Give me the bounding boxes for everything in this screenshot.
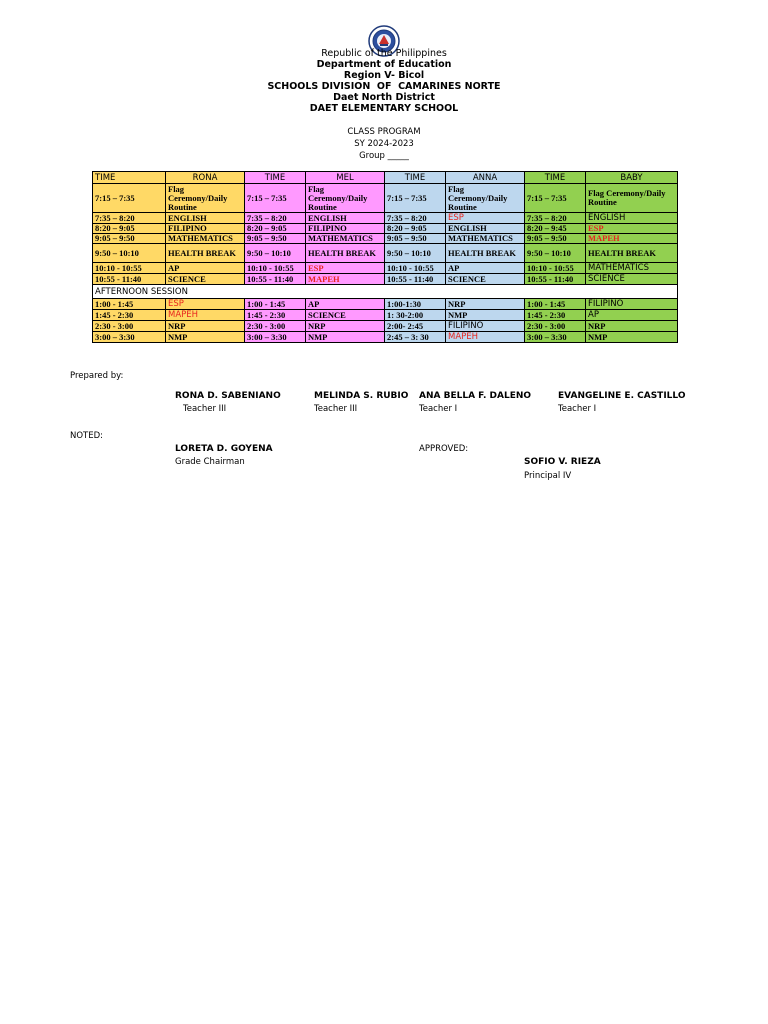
time-cell: 1:45 - 2:30 [525, 310, 586, 321]
table-row [93, 263, 678, 274]
subject-cell: Flag Ceremony/Daily Routine [306, 184, 385, 213]
time-cell: 9:50 – 10:10 [93, 244, 166, 263]
time-cell: 7:35 – 8:20 [385, 213, 446, 224]
subject-cell: NRP [586, 321, 678, 332]
class-schedule-table [92, 171, 678, 343]
time-cell: 7:15 – 7:35 [525, 184, 586, 213]
time-cell: 7:15 – 7:35 [385, 184, 446, 213]
header-anna: ANNA [446, 172, 525, 184]
teacher-name: MELINDA S. RUBIO [314, 391, 409, 401]
subject-cell: HEALTH BREAK [446, 244, 525, 263]
time-cell: 3:00 – 3:30 [525, 332, 586, 343]
school-year: SY 2024-2023 [354, 139, 414, 149]
approved-name: SOFIO V. RIEZA [524, 457, 601, 467]
table-row [93, 321, 678, 332]
time-cell: 1:00-1:30 [385, 299, 446, 310]
subject-cell: MATHEMATICS [306, 234, 385, 244]
time-cell: 3:00 – 3:30 [93, 332, 166, 343]
time-cell: 8:20 – 9:05 [385, 224, 446, 234]
subject-cell: AP [306, 299, 385, 310]
subject-cell: NMP [446, 310, 525, 321]
time-cell: 1: 30-2:00 [385, 310, 446, 321]
subject-cell: AP [446, 263, 525, 274]
table-row [93, 274, 678, 285]
subject-cell: MATHEMATICS [586, 263, 678, 274]
subject-cell: ENGLISH [586, 213, 678, 224]
subject-cell: NRP [166, 321, 245, 332]
teacher-title: Teacher I [558, 404, 597, 414]
subject-cell: NRP [306, 321, 385, 332]
table-row [93, 213, 678, 224]
time-cell: 10:10 - 10:55 [93, 263, 166, 274]
subject-cell: Flag Ceremony/Daily Routine [446, 184, 525, 213]
time-cell: 7:15 – 7:35 [245, 184, 306, 213]
subject-cell: ENGLISH [446, 224, 525, 234]
time-cell: 2:30 - 3:00 [245, 321, 306, 332]
approved-title: Principal IV [524, 471, 572, 481]
table-row [93, 310, 678, 321]
time-cell: 9:05 – 9:50 [93, 234, 166, 244]
time-cell: 10:55 - 11:40 [385, 274, 446, 285]
subject-cell: HEALTH BREAK [166, 244, 245, 263]
subject-cell: FILIPINO [586, 299, 678, 310]
school-name: DAET ELEMENTARY SCHOOL [309, 103, 459, 114]
subject-cell: FILIPINO [166, 224, 245, 234]
prepared-by-label: Prepared by: [70, 371, 124, 381]
time-cell: 1:45 - 2:30 [93, 310, 166, 321]
group-field: Group _____ [359, 151, 409, 161]
subject-cell: Flag Ceremony/Daily Routine [586, 184, 678, 213]
subject-cell: Flag Ceremony/Daily Routine [166, 184, 245, 213]
division-text: SCHOOLS DIVISION OF CAMARINES NORTE [267, 81, 501, 92]
time-cell: 7:35 – 8:20 [245, 213, 306, 224]
header-time: TIME [385, 172, 446, 184]
afternoon-session-row [93, 285, 678, 299]
time-cell: 1:00 - 1:45 [245, 299, 306, 310]
subject-cell: ESP [586, 224, 678, 234]
noted-name: LORETA D. GOYENA [175, 444, 273, 454]
district-text: Daet North District [333, 92, 435, 103]
time-cell: 10:10 - 10:55 [385, 263, 446, 274]
subject-cell: MAPEH [166, 310, 245, 321]
table-row [93, 224, 678, 234]
time-cell: 2:00- 2:45 [385, 321, 446, 332]
time-cell: 2:30 - 3:00 [93, 321, 166, 332]
subject-cell: ESP [446, 213, 525, 224]
table-header-row [93, 172, 678, 184]
subject-cell: NMP [166, 332, 245, 343]
time-cell: 2:30 - 3:00 [525, 321, 586, 332]
subject-cell: FILIPINO [446, 321, 525, 332]
table-row [93, 332, 678, 343]
table-row [93, 244, 678, 263]
time-cell: 9:05 – 9:50 [385, 234, 446, 244]
time-cell: 10:55 - 11:40 [525, 274, 586, 285]
subject-cell: ESP [166, 299, 245, 310]
noted-title: Grade Chairman [175, 457, 245, 467]
time-cell: 9:50 – 10:10 [525, 244, 586, 263]
teacher-name: EVANGELINE E. CASTILLO [558, 391, 686, 401]
subject-cell: SCIENCE [306, 310, 385, 321]
time-cell: 2:45 – 3: 30 [385, 332, 446, 343]
approved-label: APPROVED: [419, 444, 469, 454]
time-cell: 10:10 - 10:55 [525, 263, 586, 274]
time-cell: 1:00 - 1:45 [525, 299, 586, 310]
subject-cell: MAPEH [446, 332, 525, 343]
teacher-title: Teacher III [314, 404, 358, 414]
time-cell: 1:45 - 2:30 [245, 310, 306, 321]
teacher-name: RONA D. SABENIANO [175, 391, 281, 401]
subject-cell: ENGLISH [166, 213, 245, 224]
header-time: TIME [93, 172, 166, 184]
time-cell: 9:50 – 10:10 [385, 244, 446, 263]
subject-cell: MATHEMATICS [166, 234, 245, 244]
region-text: Region V- Bicol [343, 70, 425, 81]
time-cell: 10:55 - 11:40 [245, 274, 306, 285]
department-text: Department of Education [316, 59, 452, 70]
table-row [93, 299, 678, 310]
header-rona: RONA [166, 172, 245, 184]
subject-cell: MAPEH [586, 234, 678, 244]
time-cell: 10:55 - 11:40 [93, 274, 166, 285]
subject-cell: SCIENCE [446, 274, 525, 285]
time-cell: 1:00 - 1:45 [93, 299, 166, 310]
subject-cell: ENGLISH [306, 213, 385, 224]
noted-label: NOTED: [70, 431, 104, 441]
time-cell: 7:35 – 8:20 [93, 213, 166, 224]
subject-cell: HEALTH BREAK [586, 244, 678, 263]
time-cell: 7:35 – 8:20 [525, 213, 586, 224]
table-row [93, 234, 678, 244]
time-cell: 9:05 – 9:50 [245, 234, 306, 244]
subject-cell: ESP [306, 263, 385, 274]
time-cell: 8:20 – 9:05 [245, 224, 306, 234]
subject-cell: MAPEH [306, 274, 385, 285]
subject-cell: NMP [306, 332, 385, 343]
teacher-title: Teacher I [419, 404, 458, 414]
afternoon-session-label: AFTERNOON SESSION [93, 285, 678, 299]
teacher-title: Teacher III [183, 404, 227, 414]
subject-cell: HEALTH BREAK [306, 244, 385, 263]
time-cell: 7:15 – 7:35 [93, 184, 166, 213]
header-baby: BABY [586, 172, 678, 184]
table-row [93, 184, 678, 213]
time-cell: 3:00 – 3:30 [245, 332, 306, 343]
subject-cell: AP [166, 263, 245, 274]
subject-cell: SCIENCE [586, 274, 678, 285]
subject-cell: AP [586, 310, 678, 321]
subject-cell: MATHEMATICS [446, 234, 525, 244]
time-cell: 8:20 – 9:05 [93, 224, 166, 234]
time-cell: 9:05 – 9:50 [525, 234, 586, 244]
header-time: TIME [525, 172, 586, 184]
subject-cell: FILIPINO [306, 224, 385, 234]
time-cell: 10:10 - 10:55 [245, 263, 306, 274]
subject-cell: NRP [446, 299, 525, 310]
teacher-name: ANA BELLA F. DALENO [419, 391, 532, 401]
subject-cell: SCIENCE [166, 274, 245, 285]
republic-text: Republic of the Philippines [321, 48, 447, 59]
time-cell: 8:20 – 9:45 [525, 224, 586, 234]
time-cell: 9:50 – 10:10 [245, 244, 306, 263]
subject-cell: NMP [586, 332, 678, 343]
header-time: TIME [245, 172, 306, 184]
class-program-title: CLASS PROGRAM [347, 127, 421, 137]
header-mel: MEL [306, 172, 385, 184]
